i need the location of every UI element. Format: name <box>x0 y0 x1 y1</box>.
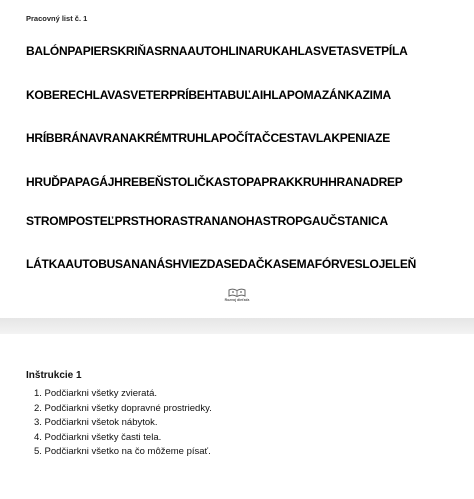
puzzle-line-2: KOBERECHLAVASVETERPRÍBEHTABUĽAIHLAPOMAZÁNKAZIMA <box>26 88 391 102</box>
instruction-item: 3. Podčiarkni všetok nábytok. <box>34 417 158 429</box>
instructions-list <box>34 387 212 460</box>
instruction-item: 2. Podčiarkni všetky dopravné prostriedky. <box>34 402 212 414</box>
open-book-icon <box>228 288 246 298</box>
instruction-item: 4. Podčiarkni všetky časti tela. <box>34 431 162 443</box>
instructions-title: Inštrukcie 1 <box>26 370 82 381</box>
logo-text: Rozvoj dieťaťa <box>224 298 250 302</box>
puzzle-line-6: LÁTKAAUTOBUSANANÁSHVIEZDASEDAČKASEMAFÓRVESLOJELEŇ <box>26 257 417 271</box>
puzzle-line-3: HRÍBBRÁNAVRANAKRÉMTRUHLAPOČÍTAČCESTAVLAKPENIAZE <box>26 131 391 145</box>
worksheet-title: Pracovný list č. 1 <box>26 14 88 23</box>
instruction-item: 1. Podčiarkni všetky zvieratá. <box>34 388 158 399</box>
instruction-item: 5. Podčiarkni všetko na čo môžeme písať. <box>34 446 211 458</box>
puzzle-line-4: HRUĎPAPAGÁJHREBEŇSTOLIČKASTOPAPRAKKRUHHRANADREP <box>26 175 403 189</box>
worksheet-page-2 <box>0 334 474 499</box>
publisher-logo <box>222 288 252 308</box>
puzzle-line-5: STROMPOSTEĽPRSTHORASTRANANOHASTROPGAUČSTANICA <box>26 214 388 228</box>
page-separator <box>0 318 474 334</box>
puzzle-line-1: BALÓNPAPIERSKRIŇASRNAAUTOHLINARUKAHLASVETASVETPÍLA <box>26 44 408 58</box>
